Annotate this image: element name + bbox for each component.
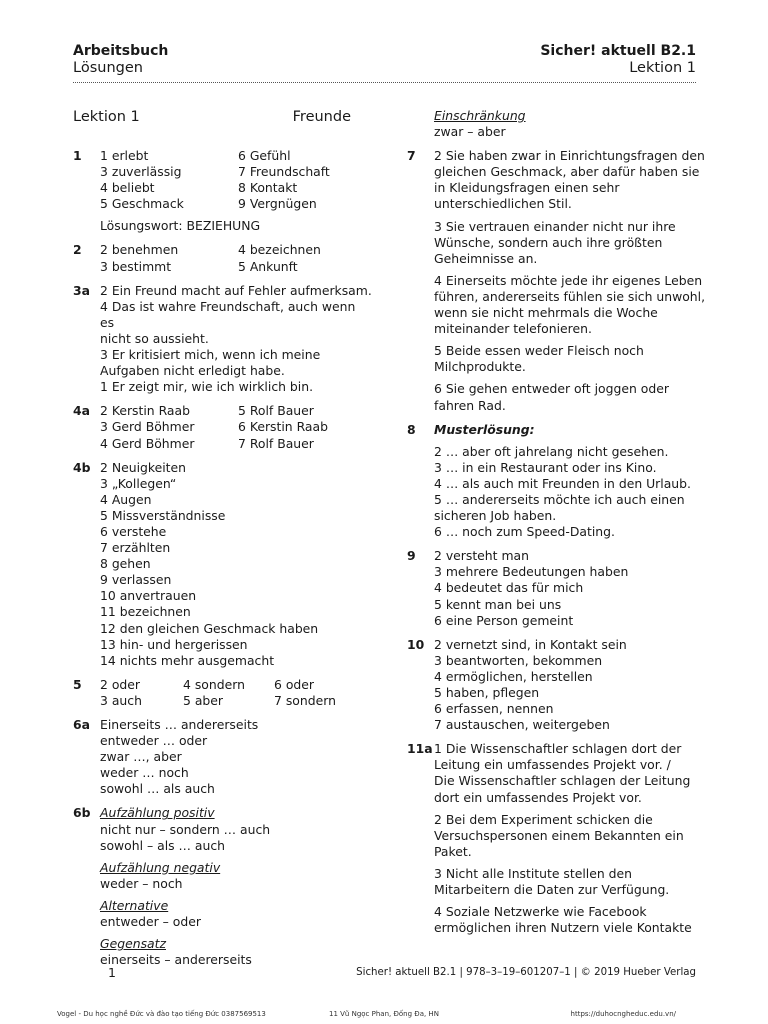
watermark-left: Vogel - Du học nghề Đức và đào tạo tiếng Đức 0387569513: [57, 1010, 266, 1018]
answer-line: 8 gehen: [100, 556, 151, 572]
answer-line: 3 mehrere Bedeutungen haben: [434, 564, 629, 580]
exercise-1: [73, 148, 373, 234]
answer-line: Mitarbeitern die Daten zur Verfügung.: [434, 882, 670, 898]
answer: 2 Kerstin Raab: [100, 403, 190, 419]
answer-line: sowohl – als … auch: [100, 837, 225, 853]
answer-line: 9 verlassen: [100, 572, 172, 588]
answer-grid: [100, 403, 373, 451]
answer-line: 3 … in ein Restaurant oder ins Kino.: [434, 459, 657, 475]
exercise-11a: [407, 741, 707, 936]
exercise-4a: [73, 403, 373, 451]
exercise-8: [407, 422, 707, 541]
answer: 5 Rolf Bauer: [238, 403, 314, 419]
answer-grid: [100, 148, 373, 212]
answer-line: 4 ermöglichen, herstellen: [434, 668, 593, 684]
answer: 8 Kontakt: [238, 180, 298, 196]
exercise-number: 2: [73, 242, 82, 258]
answer-line: in Kleidungsfragen einen sehr: [434, 180, 620, 196]
answer-grid: [100, 242, 373, 274]
footer-citation: Sicher! aktuell B2.1 | 978–3–19–601207–1 | © 2019 Hueber Verlag: [356, 967, 696, 978]
answer: 2 oder: [100, 676, 140, 692]
answer: 1 erlebt: [100, 148, 149, 163]
exercise-2: [73, 242, 373, 274]
answer-line: 2 Ein Freund macht auf Fehler aufmerksam.: [100, 282, 372, 298]
exercise-number: 6a: [73, 717, 90, 732]
right-column: [407, 108, 707, 936]
answer-line: 4 Soziale Netzwerke wie Facebook: [434, 904, 647, 920]
answer: 3 Gerd Böhmer: [100, 419, 195, 435]
answer-line: 3 beantworten, bekommen: [434, 652, 603, 668]
answer-line: wenn sie nicht mehrmals die Woche: [434, 305, 658, 321]
answer-line: Die Wissenschaftler schlagen der Leitung: [434, 773, 691, 789]
answer-line: 1 Die Wissenschaftler schlagen dort der: [434, 741, 682, 757]
answer: 7 Freundschaft: [238, 164, 330, 180]
answer-line: gleichen Geschmack, aber dafür haben sie: [434, 164, 700, 180]
answer-line: 12 den gleichen Geschmack haben: [100, 620, 319, 636]
answer-line: sicheren Job haben.: [434, 508, 557, 524]
lesson-title-label: Lektion 1: [73, 109, 140, 125]
exercise-3a: [73, 283, 373, 396]
exercise-9: [407, 548, 707, 628]
answer-line: Leitung ein umfassendes Projekt vor. /: [434, 757, 671, 773]
answer-line: Milchprodukte.: [434, 359, 526, 375]
answer: 7 Rolf Bauer: [238, 435, 314, 451]
exercise-number: 4b: [73, 459, 91, 475]
answer: 6 Gefühl: [238, 148, 291, 163]
answer-line: 2 … aber oft jahrelang nicht gesehen.: [434, 443, 669, 459]
answer-line: 2 Neuigkeiten: [100, 459, 187, 475]
answer-line: zwar – aber: [434, 124, 506, 140]
exercise-number: 10: [407, 636, 425, 652]
answer-line: Geheimnisse an.: [434, 250, 538, 266]
answer-line: 6 eine Person gemeint: [434, 612, 574, 628]
answer: 6 oder: [274, 676, 314, 692]
answer-line: 2 Sie haben zwar in Einrichtungsfragen den: [434, 148, 705, 164]
exercise-number: 7: [407, 148, 416, 164]
exercise-number: 9: [407, 548, 416, 564]
answer: 3 auch: [100, 692, 142, 708]
answer-line: entweder … oder: [100, 733, 208, 749]
answer-line: 5 … andererseits möchte ich auch einen: [434, 491, 685, 507]
answer-line: 2 Bei dem Experiment schicken die: [434, 811, 653, 827]
answer-grid: [100, 677, 373, 709]
answer: 5 Geschmack: [100, 196, 184, 212]
answer-line: Paket.: [434, 843, 472, 859]
answer-line: ermöglichen ihren Nutzern viele Kontakte: [434, 920, 692, 936]
answer: 4 bezeichnen: [238, 242, 321, 258]
answer-line: miteinander telefonieren.: [434, 321, 592, 337]
exercise-number: 8: [407, 421, 416, 437]
document-header-right: [540, 43, 696, 77]
answer: 2 benehmen: [100, 242, 179, 258]
answer-line: 13 hin- und hergerissen: [100, 636, 248, 652]
answer: 3 zuverlässig: [100, 164, 182, 180]
solution-word: Lösungswort: BEZIEHUNG: [100, 218, 261, 234]
exercise-number: 5: [73, 676, 82, 692]
answer-line: führen, andererseits fühlen sie sich unwohl,: [434, 288, 706, 304]
answer-line: 5 kennt man bei uns: [434, 596, 562, 612]
answer-line: 6 Sie gehen entweder oft joggen oder: [434, 381, 669, 397]
answer-line: 3 Er kritisiert mich, wenn ich meine: [100, 347, 321, 363]
lesson-theme: Freunde: [292, 109, 351, 125]
exercise-number: 4a: [73, 403, 90, 419]
answer: 9 Vergnügen: [238, 196, 317, 212]
exercise-7: [407, 148, 707, 413]
series-title: Sicher! aktuell B2.1: [540, 43, 696, 59]
lesson-label: Lektion 1: [629, 60, 696, 76]
answer-line: fahren Rad.: [434, 397, 506, 413]
watermark-center: 11 Vũ Ngọc Phan, Đống Đa, HN: [329, 1010, 439, 1018]
answer-line: 2 vernetzt sind, in Kontakt sein: [434, 636, 627, 652]
page-number: 1: [108, 965, 116, 980]
answer: 5 Ankunft: [238, 258, 298, 274]
model-solution-heading: Musterlösung:: [434, 421, 535, 437]
answer-line: einerseits – andererseits: [100, 952, 252, 968]
answer-line: 14 nichts mehr ausgemacht: [100, 652, 275, 668]
exercise-6b: [73, 805, 373, 968]
answer-line: 4 … als auch mit Freunden in den Urlaub.: [434, 475, 691, 491]
exercise-6a: [73, 717, 373, 797]
answer-line: 6 … noch zum Speed-Dating.: [434, 524, 615, 540]
document-header-left: [73, 43, 168, 77]
lesson-title: [73, 108, 351, 126]
answer-line: 5 Missverständnisse: [100, 507, 226, 523]
answer-line: Wünsche, sondern auch ihre größten: [434, 234, 663, 250]
exercise-5: [73, 677, 373, 709]
answer-line: Aufgaben nicht erledigt habe.: [100, 363, 285, 379]
answer-line: weder – noch: [100, 875, 183, 891]
answer-line: entweder – oder: [100, 914, 201, 930]
answer-line: dort ein umfassendes Projekt vor.: [434, 789, 642, 805]
answer-line: sowohl … als auch: [100, 781, 215, 797]
answer-line: Einerseits … andererseits: [100, 717, 259, 732]
answer-line: 6 verstehe: [100, 523, 167, 539]
answer-line: 7 austauschen, weitergeben: [434, 717, 610, 733]
answer-line: unterschiedlichen Stil.: [434, 196, 572, 212]
exercise-number: 1: [73, 148, 82, 163]
book-subtitle: Lösungen: [73, 60, 143, 76]
exercise-number: 11a: [407, 741, 433, 757]
answer-line: 3 „Kollegen“: [100, 475, 177, 491]
answer-line: 6 erfassen, nennen: [434, 701, 554, 717]
answer-line: 4 Das ist wahre Freundschaft, auch wenn es: [100, 298, 356, 330]
answer-line: 4 Einerseits möchte jede ihr eigenes Leben: [434, 272, 703, 288]
answer: 4 beliebt: [100, 180, 155, 196]
exercise-number: 6b: [73, 805, 91, 821]
category-heading: Einschränkung: [434, 108, 526, 123]
category-heading: Aufzählung positiv: [100, 805, 215, 821]
exercise-6b-continued: [407, 108, 707, 140]
answer: 5 aber: [183, 692, 223, 708]
answer-line: 4 bedeutet das für mich: [434, 580, 584, 596]
answer: 3 bestimmt: [100, 258, 172, 274]
book-title: Arbeitsbuch: [73, 43, 169, 59]
left-column: [73, 108, 373, 968]
answer-line: 2 versteht man: [434, 548, 529, 564]
exercise-10: [407, 637, 707, 734]
answer-line: 1 Er zeigt mir, wie ich wirklich bin.: [100, 379, 314, 395]
header-divider: [73, 82, 696, 83]
answer-line: weder … noch: [100, 765, 189, 781]
answer-line: 4 Augen: [100, 491, 152, 507]
answer: 4 Gerd Böhmer: [100, 435, 195, 451]
answer-line: nicht so aussieht.: [100, 330, 209, 346]
answer-line: 3 Sie vertrauen einander nicht nur ihre: [434, 218, 676, 234]
answer: 6 Kerstin Raab: [238, 419, 328, 435]
answer-line: zwar …, aber: [100, 749, 182, 765]
answer-line: 11 bezeichnen: [100, 604, 191, 620]
answer-line: nicht nur – sondern … auch: [100, 821, 271, 837]
answer: 7 sondern: [274, 692, 336, 708]
category-heading: Gegensatz: [100, 936, 166, 952]
answer: 4 sondern: [183, 676, 245, 692]
exercise-number: 3a: [73, 282, 90, 298]
category-heading: Aufzählung negativ: [100, 859, 221, 875]
answer-line: 5 haben, pflegen: [434, 685, 540, 700]
answer-line: 10 anvertrauen: [100, 588, 197, 604]
answer-line: 5 Beide essen weder Fleisch noch: [434, 343, 644, 359]
answer-line: 7 erzählten: [100, 540, 171, 556]
watermark-link[interactable]: https://duhocngheduc.edu.vn/: [570, 1010, 676, 1018]
answer-line: Versuchspersonen einem Bekannten ein: [434, 827, 684, 843]
category-heading: Alternative: [100, 897, 169, 913]
exercise-4b: [73, 460, 373, 669]
answer-line: 3 Nicht alle Institute stellen den: [434, 865, 633, 881]
